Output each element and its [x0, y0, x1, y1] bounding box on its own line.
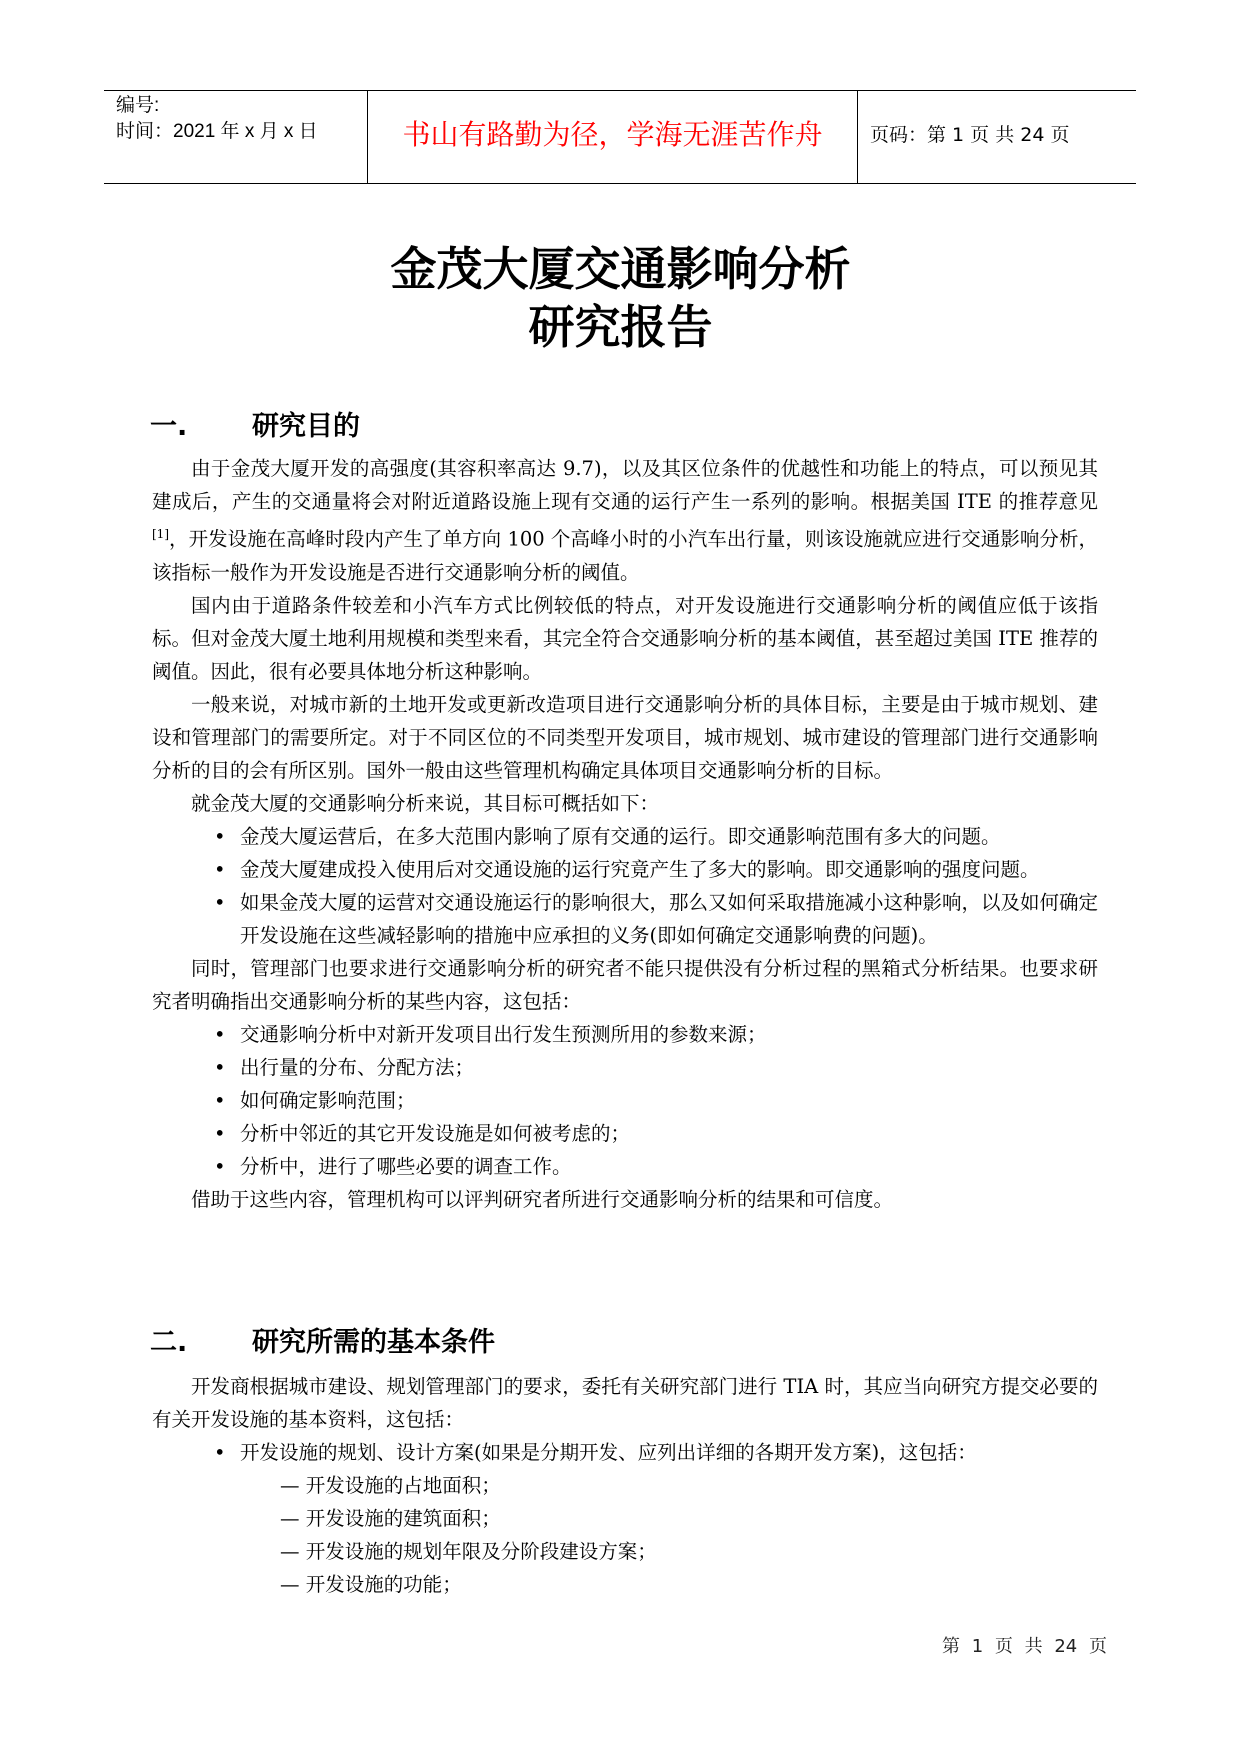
section-1-title: 研究目的: [252, 411, 360, 442]
list-item: [152, 886, 1098, 952]
bullet-icon: •: [214, 1022, 226, 1046]
title-line-2: 研究报告: [528, 300, 713, 354]
section-1-body: [152, 452, 1098, 1216]
sub-list-item: [152, 1469, 1098, 1502]
list-item-text: 交通影响分析中对新开发项目出行发生预测所用的参数来源；: [240, 1022, 767, 1046]
header-page-cell: [858, 91, 1136, 183]
paragraph: 就金茂大厦的交通影响分析来说，其目标可概括如下：: [191, 791, 660, 815]
paragraph: [152, 452, 1098, 589]
sub-list-item: [152, 1535, 1098, 1568]
bullet-icon: •: [214, 890, 226, 914]
list-item-text: 开发设施的规划、设计方案(如果是分期开发、应列出详细的各期开发方案)，这包括：: [240, 1441, 977, 1464]
sub-items-list: [152, 1469, 1098, 1601]
paragraph-text: 由于金茂大厦开发的高强度(其容积率高达 9.7)，以及其区位条件的优越性和功能上的特点，可以预见其建成后，产生的交通量将会对附近道路设施上现有交通的运行产生一系列的影响。根据美国 ITE 的推荐意见: [152, 457, 1098, 513]
bullet-icon: •: [214, 1055, 226, 1079]
document-date: 时间：2021 年 x 月 x 日: [116, 121, 318, 142]
paragraph: 借助于这些内容，管理机构可以评判研究者所进行交通影响分析的结果和可信度。: [191, 1187, 894, 1211]
paragraph: 一般来说，对城市新的土地开发或更新改造项目进行交通影响分析的具体目标，主要是由于城市规划、建设和管理部门的需要所定。对于不同区位的不同类型开发项目，城市规划、城市建设的管理部门进行交通影响分析的目的会有所区别。国外一般由这些管理机构确定具体项目交通影响分析的目标。: [152, 692, 1098, 782]
list-item-text: 金茂大厦建成投入使用后对交通设施的运行究竟产生了多大的影响。即交通影响的强度问题。: [240, 857, 1040, 881]
list-item: [152, 1084, 1098, 1117]
section-2-title: 研究所需的基本条件: [252, 1327, 495, 1358]
list-item-text: 如果金茂大厦的运营对交通设施运行的影响很大，那么又如何采取措施减小这种影响，以及如何确定开发设施在这些减轻影响的措施中应承担的义务(即如何确定交通影响费的问题)。: [240, 890, 1099, 947]
list-item-text: 如何确定影响范围；: [240, 1088, 416, 1112]
list-item: [152, 1436, 1098, 1469]
document-title: [0, 240, 1241, 356]
dash-icon: —: [280, 1540, 300, 1563]
paragraph: 同时，管理部门也要求进行交通影响分析的研究者不能只提供没有分析过程的黑箱式分析结果。也要求研究者明确指出交通影响分析的某些内容，这包括：: [152, 956, 1098, 1013]
title-line-1: 金茂大厦交通影响分析: [390, 242, 851, 296]
page-footer: 第 1 页 共 24 页: [942, 1636, 1107, 1657]
reference-marker[interactable]: [1]: [152, 527, 169, 541]
sub-list-item-text: 开发设施的占地面积；: [305, 1474, 501, 1497]
sub-list-item-text: 开发设施的建筑面积；: [305, 1507, 501, 1530]
sub-list-item-text: 开发设施的功能；: [305, 1573, 462, 1596]
paragraph: 开发商根据城市建设、规划管理部门的要求，委托有关研究部门进行 TIA 时，其应当向研究方提交必要的有关开发设施的基本资料，这包括：: [152, 1375, 1098, 1431]
list-item: [152, 1051, 1098, 1084]
goals-list: [152, 820, 1098, 952]
bullet-icon: •: [214, 857, 226, 881]
bullet-icon: •: [214, 1121, 226, 1145]
bullet-icon: •: [214, 1441, 226, 1464]
list-item: [152, 1150, 1098, 1183]
list-item: [152, 853, 1098, 886]
paragraph-text: ，开发设施在高峰时段内产生了单方向 100 个高峰小时的小汽车出行量，则该设施就应进行交通影响分析，该指标一般作为开发设施是否进行交通影响分析的阈值。: [152, 527, 1098, 584]
sub-list-item-text: 开发设施的规划年限及分阶段建设方案；: [305, 1540, 657, 1563]
list-item: [152, 1018, 1098, 1051]
sub-list-item: [152, 1568, 1098, 1601]
section-2-body: [152, 1370, 1098, 1601]
list-item-text: 分析中邻近的其它开发设施是如何被考虑的；: [240, 1121, 631, 1145]
list-item: [152, 1117, 1098, 1150]
bullet-icon: •: [214, 824, 226, 848]
list-item-text: 金茂大厦运营后，在多大范围内影响了原有交通的运行。即交通影响范围有多大的问题。: [240, 824, 1001, 848]
header-motto: 书山有路勤为径，学海无涯苦作舟: [402, 118, 823, 151]
section-2-heading: [150, 1320, 495, 1359]
materials-list: [152, 1436, 1098, 1469]
bullet-icon: •: [214, 1154, 226, 1178]
header-table: [104, 90, 1136, 184]
section-1-heading: [150, 404, 360, 443]
header-motto-cell: [368, 91, 858, 183]
list-item: [152, 820, 1098, 853]
header-page-info: 页码：第 1 页 共 24 页: [870, 123, 1070, 146]
dash-icon: —: [280, 1573, 300, 1596]
bullet-icon: •: [214, 1088, 226, 1112]
list-item-text: 分析中，进行了哪些必要的调查工作。: [240, 1154, 572, 1178]
header-meta-cell: [104, 91, 368, 183]
list-item-text: 出行量的分布、分配方法；: [240, 1055, 475, 1079]
sub-list-item: [152, 1502, 1098, 1535]
dash-icon: —: [280, 1507, 300, 1530]
contents-list: [152, 1018, 1098, 1183]
dash-icon: —: [280, 1474, 300, 1497]
paragraph: 国内由于道路条件较差和小汽车方式比例较低的特点，对开发设施进行交通影响分析的阈值应低于该指标。但对金茂大厦土地利用规模和类型来看，其完全符合交通影响分析的基本阈值，甚至超过美国 ITE 推荐的阈值。因此，很有必要具体地分析这种影响。: [152, 593, 1098, 683]
section-2-number: 二.: [150, 1327, 188, 1358]
document-number-label: 编号:: [116, 95, 160, 116]
section-1-number: 一.: [150, 411, 188, 442]
